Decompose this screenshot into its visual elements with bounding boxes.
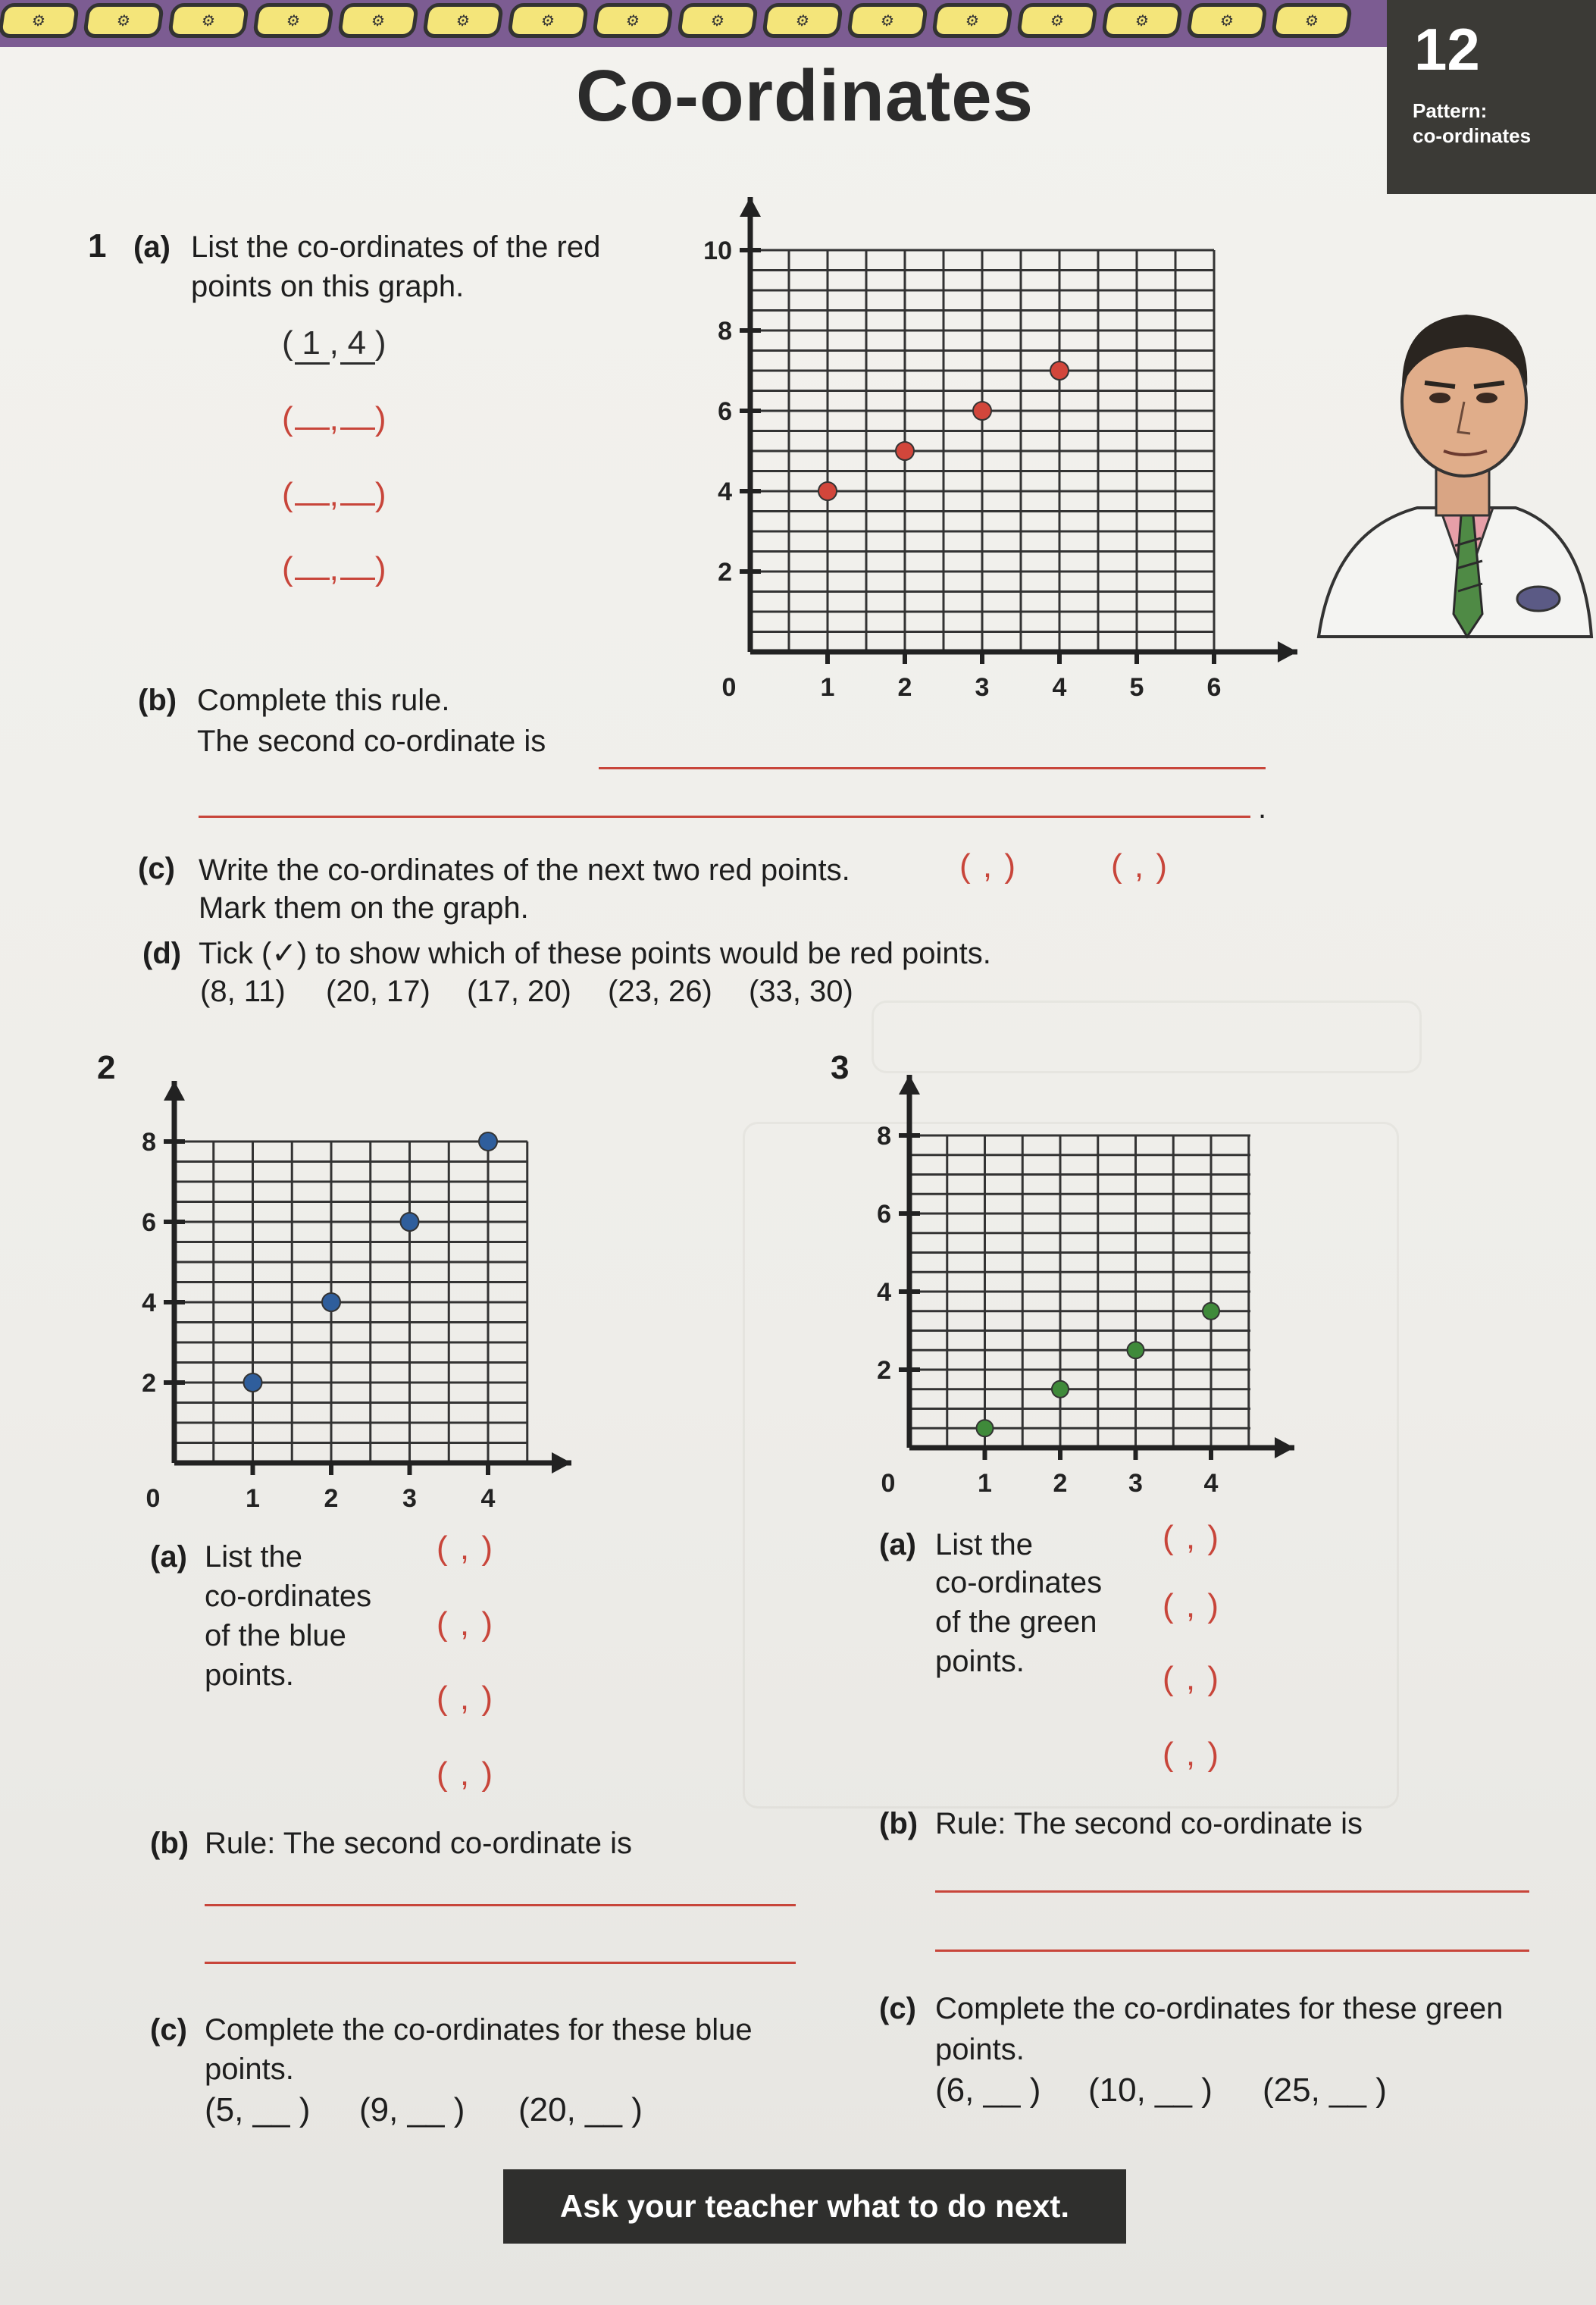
pattern-label-line-2: co-ordinates	[1413, 124, 1532, 147]
q1d-option-3[interactable]: (17, 20)	[467, 975, 571, 1008]
q1d-option-1[interactable]: (8, 11)	[200, 975, 286, 1008]
q1a-text-line-2: points on this graph.	[191, 270, 465, 303]
data-point	[1128, 1342, 1144, 1358]
chain-link-icon: ⚙	[337, 3, 419, 38]
data-point	[973, 402, 991, 420]
section-badge	[1387, 0, 1596, 194]
chain-link-icon: ⚙	[252, 3, 334, 38]
q3c-label: (c)	[879, 1992, 916, 2025]
y-tick-label: 2	[718, 558, 732, 587]
y-tick-label: 2	[142, 1369, 156, 1398]
q2a-text-line-2: co-ordinates	[205, 1580, 372, 1613]
comma: ,	[329, 476, 340, 513]
x-axis-arrow-icon	[1275, 1437, 1294, 1458]
graph-q1	[667, 174, 1288, 702]
blank-x[interactable]	[295, 578, 330, 580]
data-point	[1050, 362, 1069, 380]
q1b-answer-line-2[interactable]	[199, 816, 1250, 818]
question-2-number: 2	[97, 1049, 116, 1086]
graph-q2	[114, 1054, 584, 1516]
x-tick-label: 0	[146, 1484, 161, 1513]
q1a-answer-1	[282, 324, 388, 365]
q1d-option-2[interactable]: (20, 17)	[326, 975, 430, 1008]
graph-q3	[850, 1054, 1320, 1516]
q1a-answer-2[interactable]	[282, 400, 388, 438]
q2a-blank-4[interactable]: ( , )	[437, 1755, 494, 1793]
answer-y-value: 4	[340, 324, 375, 365]
q1a-answer-3[interactable]	[282, 476, 388, 514]
answer-x-value: 1	[295, 324, 330, 365]
q3c-item-3[interactable]: (25, __ )	[1263, 2072, 1387, 2109]
y-tick-label: 6	[877, 1200, 891, 1229]
chain-link-icon: ⚙	[931, 3, 1013, 38]
y-tick-label: 6	[718, 397, 732, 426]
q3a-blank-1[interactable]: ( , )	[1163, 1519, 1220, 1556]
blank-x[interactable]	[295, 427, 330, 430]
y-axis-arrow-icon	[164, 1081, 185, 1101]
chain-decoration	[0, 3, 1387, 47]
q2a-text-line-1: List the	[205, 1540, 302, 1574]
pattern-label	[1413, 99, 1531, 149]
q1d-text: Tick (✓) to show which of these points would be red points.	[199, 937, 991, 970]
q3b-label: (b)	[879, 1807, 918, 1840]
q1a-answer-4[interactable]	[282, 550, 388, 588]
x-tick-label: 1	[978, 1469, 992, 1498]
q2a-text-line-4: points.	[205, 1658, 294, 1692]
q3c-item-2[interactable]: (10, __ )	[1088, 2072, 1213, 2109]
y-axis-arrow-icon	[740, 197, 761, 217]
q1c-blank-2[interactable]: ( , )	[1111, 847, 1169, 885]
section-number: 12	[1414, 16, 1480, 83]
x-tick-label: 6	[1206, 673, 1222, 702]
chain-link-icon: ⚙	[422, 3, 504, 38]
paren-close: )	[374, 476, 388, 513]
y-tick-label: 2	[877, 1356, 891, 1385]
q3a-text-line-3: of the green	[935, 1605, 1097, 1639]
q2c-text-line-1: Complete the co-ordinates for these blue	[205, 2013, 753, 2047]
x-axis-arrow-icon	[552, 1452, 571, 1474]
chain-link-icon: ⚙	[1016, 3, 1098, 38]
y-tick-label: 4	[718, 478, 732, 506]
q3a-text-line-2: co-ordinates	[935, 1566, 1103, 1599]
q3b-text: Rule: The second co-ordinate is	[935, 1807, 1363, 1840]
q2b-text: Rule: The second co-ordinate is	[205, 1827, 633, 1860]
page-title: Co-ordinates	[576, 55, 1034, 136]
q1c-label: (c)	[138, 852, 175, 885]
data-point	[1203, 1303, 1219, 1320]
blank-y[interactable]	[340, 578, 375, 580]
q2a-blank-2[interactable]: ( , )	[437, 1605, 494, 1643]
q2b-label: (b)	[150, 1827, 189, 1860]
question-3-number: 3	[831, 1049, 850, 1086]
q2c-label: (c)	[150, 2013, 187, 2047]
comma: ,	[329, 400, 340, 437]
y-tick-label: 8	[718, 317, 732, 346]
x-tick-label: 5	[1129, 673, 1144, 702]
data-point	[401, 1213, 419, 1231]
q2c-item-2[interactable]: (9, __ )	[359, 2091, 465, 2128]
q1a-text-line-1: List the co-ordinates of the red	[191, 230, 601, 264]
q1b-text-line-2: The second co-ordinate is	[197, 725, 546, 758]
q3a-blank-4[interactable]: ( , )	[1163, 1736, 1220, 1773]
q3c-text-line-2: points.	[935, 2033, 1025, 2066]
footer-instruction: Ask your teacher what to do next.	[503, 2169, 1126, 2244]
q3a-text-line-1: List the	[935, 1528, 1033, 1561]
y-tick-label: 10	[703, 236, 732, 265]
x-tick-label: 4	[1203, 1469, 1219, 1498]
q1d-option-4[interactable]: (23, 26)	[608, 975, 712, 1008]
paren-close: )	[374, 324, 388, 362]
q3a-blank-3[interactable]: ( , )	[1163, 1660, 1220, 1697]
pattern-label-line-1: Pattern:	[1413, 99, 1488, 122]
data-point	[244, 1373, 262, 1392]
q3a-text-line-4: points.	[935, 1645, 1025, 1678]
paren-close: )	[374, 550, 388, 587]
blank-y[interactable]	[340, 427, 375, 430]
q2b-answer-line-2[interactable]	[205, 1962, 796, 1964]
data-point	[896, 442, 914, 460]
q2a-text-line-3: of the blue	[205, 1619, 346, 1652]
y-tick-label: 4	[142, 1289, 156, 1317]
q2b-answer-line-1[interactable]	[205, 1904, 796, 1906]
q3b-answer-line-1[interactable]	[935, 1890, 1529, 1893]
chain-link-icon: ⚙	[762, 3, 843, 38]
q1c-text-line-2: Mark them on the graph.	[199, 891, 529, 925]
x-tick-label: 2	[1053, 1469, 1068, 1498]
x-tick-label: 2	[897, 673, 912, 702]
paren-close: )	[374, 400, 388, 437]
x-tick-label: 0	[881, 1469, 896, 1498]
chain-link-icon: ⚙	[592, 3, 674, 38]
y-tick-label: 4	[877, 1278, 891, 1307]
y-axis-arrow-icon	[899, 1075, 920, 1095]
q2c-item-3[interactable]: (20, __ )	[518, 2091, 643, 2128]
q2c-text-line-2: points.	[205, 2053, 294, 2086]
data-point	[479, 1132, 497, 1151]
data-point	[1052, 1381, 1069, 1398]
q2a-blank-1[interactable]: ( , )	[437, 1530, 494, 1567]
x-tick-label: 4	[480, 1484, 496, 1513]
q1a-label: (a)	[133, 230, 171, 264]
q1b-label: (b)	[138, 684, 177, 717]
chain-link-icon: ⚙	[507, 3, 589, 38]
y-tick-label: 6	[142, 1208, 156, 1237]
x-tick-label: 3	[1128, 1469, 1143, 1498]
chain-link-icon: ⚙	[677, 3, 759, 38]
x-tick-label: 1	[246, 1484, 260, 1513]
y-tick-label: 8	[142, 1128, 156, 1157]
q3a-blank-2[interactable]: ( , )	[1163, 1587, 1220, 1624]
x-tick-label: 1	[820, 673, 835, 702]
q1c-text-line-1: Write the co-ordinates of the next two red points.	[199, 853, 850, 887]
data-point	[977, 1420, 994, 1436]
chain-link-icon: ⚙	[0, 3, 80, 38]
teacher-illustration	[1288, 258, 1596, 652]
y-tick-label: 8	[877, 1122, 891, 1151]
data-point	[322, 1293, 340, 1311]
x-tick-label: 0	[721, 673, 737, 702]
paren-open: (	[282, 400, 295, 437]
chain-link-icon: ⚙	[167, 3, 249, 38]
chain-link-icon: ⚙	[847, 3, 928, 38]
q3c-text-line-1: Complete the co-ordinates for these green	[935, 1992, 1504, 2025]
q1b-text-line-1: Complete this rule.	[197, 684, 450, 717]
paren-open: (	[282, 550, 295, 587]
paren-open: (	[282, 324, 295, 362]
chain-link-icon: ⚙	[1186, 3, 1268, 38]
data-point	[818, 482, 837, 500]
q3b-answer-line-2[interactable]	[935, 1950, 1529, 1952]
q2c-item-1[interactable]: (5, __ )	[205, 2091, 311, 2128]
comma: ,	[329, 324, 340, 362]
q2a-blank-3[interactable]: ( , )	[437, 1680, 494, 1717]
chain-link-icon: ⚙	[83, 3, 164, 38]
q1b-answer-line-1[interactable]	[599, 767, 1266, 769]
q2a-label: (a)	[150, 1540, 187, 1574]
blank-x[interactable]	[295, 503, 330, 506]
x-tick-label: 3	[975, 673, 990, 702]
paren-open: (	[282, 476, 295, 513]
x-tick-label: 2	[324, 1484, 339, 1513]
q1d-option-5[interactable]: (33, 30)	[749, 975, 853, 1008]
q1b-end-period: .	[1258, 791, 1267, 825]
blank-y[interactable]	[340, 503, 375, 506]
q3a-label: (a)	[879, 1528, 916, 1561]
q1d-label: (d)	[142, 937, 182, 970]
x-tick-label: 3	[402, 1484, 417, 1513]
q3c-item-1[interactable]: (6, __ )	[935, 2072, 1041, 2109]
comma: ,	[329, 550, 340, 587]
q1c-blank-1[interactable]: ( , )	[959, 847, 1017, 885]
question-1-number: 1	[88, 227, 107, 265]
x-tick-label: 4	[1052, 673, 1067, 702]
chain-link-icon: ⚙	[1271, 3, 1353, 38]
chain-link-icon: ⚙	[1101, 3, 1183, 38]
